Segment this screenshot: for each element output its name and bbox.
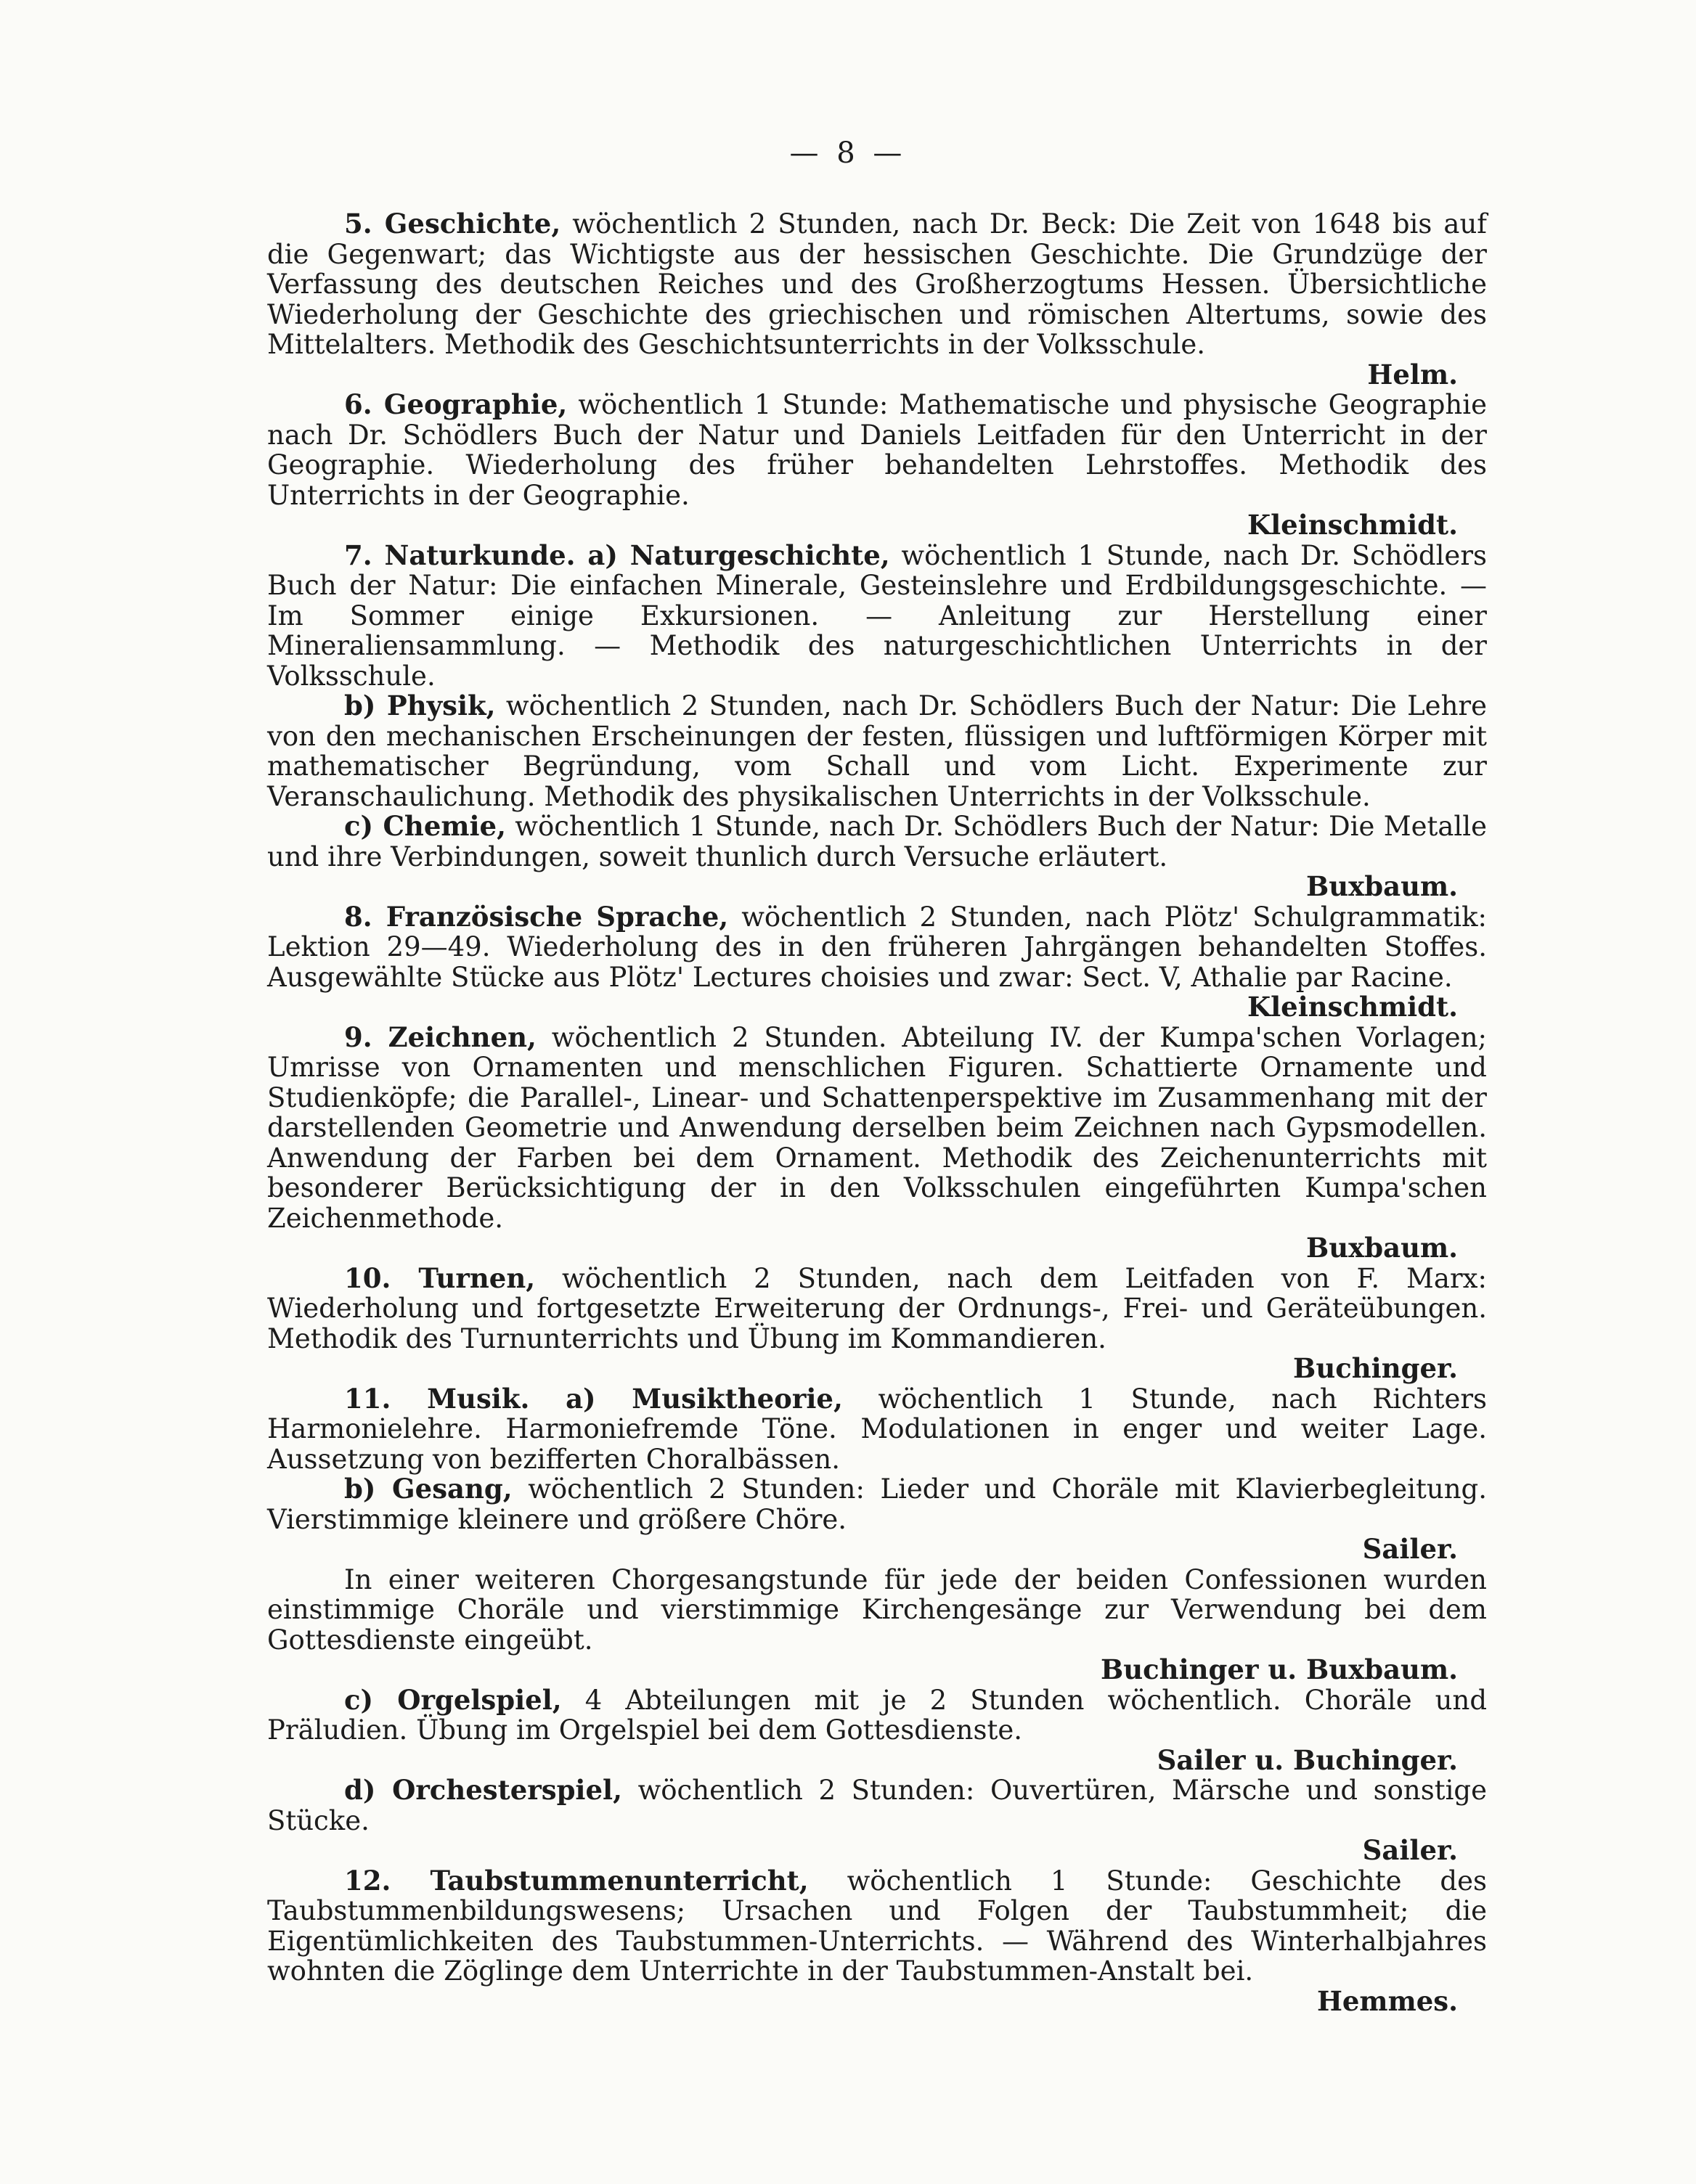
subsection-label: b) Gesang, bbox=[344, 1473, 513, 1505]
section-naturkunde-c bbox=[267, 811, 1487, 872]
section-text: wöchentlich 1 Stunde: Mathematische und physische Geographie nach Dr. Schödlers Buch der Natur und Daniels Leitfaden für den Unterricht in der Geographie. Wiederholung des früher behandelten Lehrstoffes. Methodik des Unterrichts in der Geographie. bbox=[267, 389, 1487, 511]
section-heading: 10. Turnen, bbox=[344, 1261, 536, 1294]
section-text: wöchentlich 1 Stunde: Geschichte des Taubstummenbildungswesens; Ursachen und Folgen der Taubstummheit; die Eigentümlichkeiten des Taubstummen-Unterrichts. — Während des Winterhalbjahres wohnten die Zöglinge dem Unterrichte in der Taubstummen-Anstalt bei. bbox=[267, 1865, 1488, 1987]
section-heading: 6. Geographie, bbox=[344, 388, 568, 420]
teacher-signature: Kleinschmidt. bbox=[1247, 509, 1458, 541]
section-text: wöchentlich 1 Stunde, nach Dr. Schödlers Buch der Natur: Die einfachen Minerale, Gesteinslehre und Erdbildungsgeschichte. — Im Sommer einige Exkursionen. — Anleitung zur Herstellung einer Mineraliensammlung. — Methodik des naturgeschichtlichen Unterrichts in der Volksschule. bbox=[267, 539, 1487, 692]
section-musik-b bbox=[267, 1474, 1487, 1534]
document-body bbox=[267, 209, 1487, 2016]
section-geschichte bbox=[267, 209, 1487, 360]
subsection-label: a) Musiktheorie, bbox=[529, 1382, 843, 1415]
section-taubstummenunterricht bbox=[267, 1866, 1487, 1987]
section-text: wöchentlich 2 Stunden, nach dem Leitfaden von F. Marx: Wiederholung und fortgesetzte Erweiterung der Ordnungs-, Frei- und Geräteübungen. Methodik des Turnunterrichts und Übung im Kommandieren. bbox=[267, 1262, 1487, 1354]
section-turnen bbox=[267, 1261, 1487, 1354]
section-heading: 11. Musik. bbox=[344, 1382, 530, 1415]
teacher-signature: Sailer. bbox=[1362, 1834, 1458, 1866]
teacher-signature: Sailer u. Buchinger. bbox=[1157, 1743, 1458, 1776]
section-heading: 5. Geschichte, bbox=[344, 208, 561, 240]
section-text: wöchentlich 2 Stunden: Lieder und Choräle mit Klavierbegleitung. Vierstimmige kleinere und größere Chöre. bbox=[267, 1473, 1487, 1535]
teacher-signature: Buchinger u. Buxbaum. bbox=[1100, 1653, 1458, 1685]
section-naturkunde-a bbox=[267, 541, 1487, 692]
section-text: wöchentlich 2 Stunden: Ouvertüren, Märsche und sonstige Stücke. bbox=[267, 1775, 1487, 1836]
section-heading: 12. Taubstummenunterricht, bbox=[344, 1864, 809, 1897]
section-text: wöchentlich 2 Stunden. Abteilung IV. der Kumpa'schen Vorlagen; Umrisse von Ornamenten und menschlichen Figuren. Schattierte Ornamente und Studienköpfe; die Parallel-, Linear- und Schattenperspektive im Zusammenhang mit der darstellenden Geometrie und Anwendung derselben beim Zeichnen nach Gypsmodellen. Anwendung der Farben bei dem Ornament. Methodik des Zeichenunterrichts mit besonderer Berücksichtigung der in den Volksschulen eingeführten Kumpa'schen Zeichenmethode. bbox=[267, 1021, 1487, 1234]
teacher-signature: Helm. bbox=[1367, 358, 1458, 390]
teacher-signature: Buxbaum. bbox=[1305, 1232, 1458, 1264]
section-text: wöchentlich 2 Stunden, nach Dr. Beck: Die Zeit von 1648 bis auf die Gegenwart; das Wichtigste aus der hessischen Geschichte. Die Grundzüge der Verfassung des deutschen Reiches und des Großherzogtums Hessen. Übersichtliche Wiederholung der Geschichte des griechischen und römischen Altertums, sowie des Mittelalters. Methodik des Geschichtsunterrichts in der Volksschule. bbox=[267, 208, 1488, 360]
section-text: wöchentlich 2 Stunden, nach Plötz' Schulgrammatik: Lektion 29—49. Wiederholung des in den früheren Jahrgängen behandelten Stoffes. Ausgewählte Stücke aus Plötz' Lectures choisies und zwar: Sect. V, Athalie par Racine. bbox=[267, 901, 1487, 993]
section-musik-d bbox=[267, 1775, 1487, 1836]
section-text: wöchentlich 1 Stunde, nach Dr. Schödlers Buch der Natur: Die Metalle und ihre Verbindungen, soweit thunlich durch Versuche erläutert. bbox=[267, 811, 1487, 872]
section-text: wöchentlich 2 Stunden, nach Dr. Schödlers Buch der Natur: Die Lehre von den mechanischen Erscheinungen der festen, flüssigen und luftförmigen Körper mit mathematischer Begründung, vom Schall und vom Licht. Experimente zur Veranschaulichung. Methodik des physikalischen Unterrichts in der Volksschule. bbox=[267, 690, 1487, 812]
section-text: wöchentlich 1 Stunde, nach Richters Harmonielehre. Harmoniefremde Töne. Modulationen in enger und weiter Lage. Aussetzung von bezifferten Choralbässen. bbox=[267, 1383, 1488, 1475]
teacher-signature: Buxbaum. bbox=[1305, 870, 1458, 902]
section-franzoesisch bbox=[267, 902, 1487, 993]
section-musik-extra: In einer weiteren Chorgesangstunde für jede der beiden Confessionen wurden einstimmige Choräle und vierstimmige Kirchengesänge zur Verwendung bei dem Gottesdienste eingeübt. bbox=[267, 1563, 1487, 1656]
teacher-signature: Sailer. bbox=[1362, 1533, 1458, 1565]
teacher-signature: Kleinschmidt. bbox=[1247, 991, 1458, 1023]
teacher-signature: Hemmes. bbox=[1316, 1984, 1458, 2017]
subsection-label: a) Naturgeschichte, bbox=[575, 539, 890, 571]
section-heading: 7. Naturkunde. bbox=[344, 539, 576, 571]
teacher-signature: Buchinger. bbox=[1293, 1352, 1458, 1384]
section-text: 4 Abteilungen mit je 2 Stunden wöchentlich. Choräle und Präludien. Übung im Orgelspiel bei dem Gottesdienste. bbox=[267, 1684, 1488, 1746]
subsection-label: d) Orchesterspiel, bbox=[344, 1774, 622, 1806]
section-musik-c bbox=[267, 1685, 1487, 1746]
section-heading: 8. Französische Sprache, bbox=[344, 900, 729, 933]
section-heading: 9. Zeichnen, bbox=[344, 1021, 537, 1053]
section-zeichnen bbox=[267, 1023, 1487, 1234]
subsection-label: c) Chemie, bbox=[344, 810, 506, 842]
page-number: — 8 — bbox=[789, 136, 907, 170]
subsection-label: b) Physik, bbox=[344, 690, 496, 721]
section-geographie bbox=[267, 390, 1487, 510]
subsection-label: c) Orgelspiel, bbox=[344, 1683, 562, 1716]
section-naturkunde-b bbox=[267, 691, 1487, 811]
section-musik-a bbox=[267, 1384, 1487, 1475]
